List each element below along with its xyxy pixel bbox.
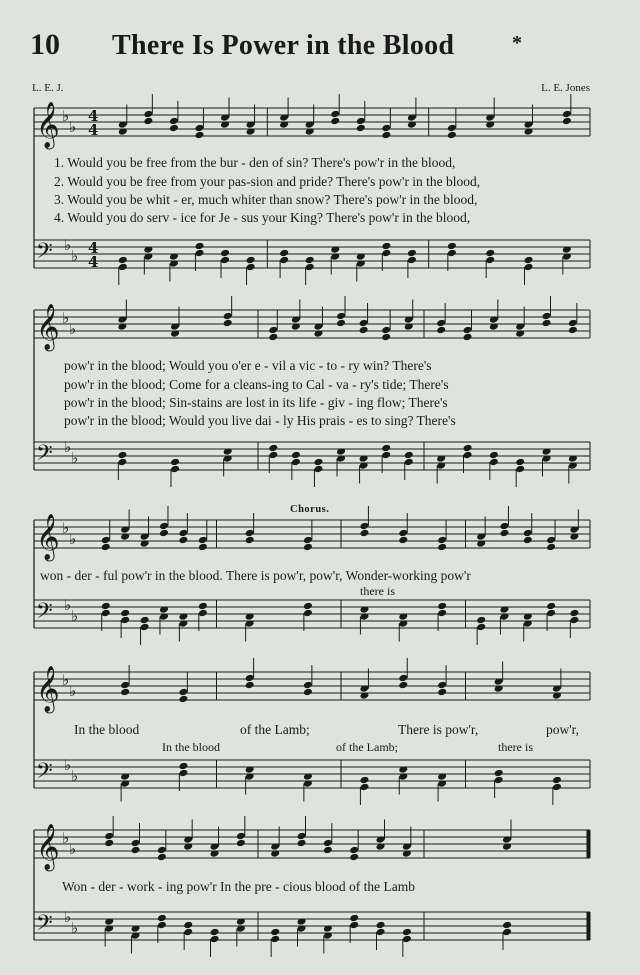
note-head — [437, 688, 447, 697]
note-head — [303, 602, 313, 611]
note-head — [279, 249, 289, 258]
note-head — [402, 935, 412, 944]
note-head — [485, 249, 495, 258]
note-head — [336, 319, 346, 328]
note-head — [568, 319, 578, 328]
note-head — [546, 536, 556, 545]
verse-4-line-1: 4. Would you do serv - ice for Je - sus your King? There's pow'r in the blood, — [54, 210, 471, 225]
note-head — [359, 326, 369, 335]
note-head — [313, 465, 323, 474]
note-head — [270, 928, 280, 937]
note-head — [524, 263, 534, 272]
verse-3-line-2: pow'r in the blood; Sin-stains are lost in its life - giv - ing flow; There's — [64, 395, 448, 410]
note-head — [157, 846, 167, 855]
note-head — [178, 536, 188, 545]
treble-clef: 𝄞 — [36, 824, 60, 870]
key-signature-flat: ♭ — [62, 309, 70, 327]
note-head — [356, 117, 366, 126]
note-head — [381, 131, 391, 140]
note-head — [436, 319, 446, 328]
note-head — [542, 319, 552, 328]
note-head — [494, 769, 504, 778]
note-head — [552, 783, 562, 792]
verse-2-line-1: 2. Would you be free from your pas-sion and pride? There's pow'r in the blood, — [54, 174, 481, 189]
note-head — [303, 681, 313, 690]
note-head — [552, 776, 562, 785]
note-head — [359, 783, 369, 792]
key-signature-flat: ♭ — [62, 829, 70, 847]
note-head — [178, 769, 188, 778]
note-head — [291, 451, 301, 460]
note-head — [381, 326, 391, 335]
verse-3-line-1: 3. Would you be whit - er, much whiter than snow? There's pow'r in the blood, — [54, 192, 478, 207]
verse-2-line-2: pow'r in the blood; Come for a cleans-ing to Cal - va - ry's tide; There's — [64, 377, 449, 392]
note-head — [546, 609, 556, 618]
key-signature-flat: ♭ — [71, 767, 79, 785]
note-head — [463, 444, 473, 453]
note-head — [118, 256, 128, 265]
music-credit: L. E. Jones — [541, 82, 590, 94]
hymn-title: There Is Power in the Blood — [112, 30, 455, 61]
note-head — [117, 458, 127, 467]
bass-clef: 𝄢 — [36, 759, 53, 789]
note-head — [183, 928, 193, 937]
note-head — [268, 333, 278, 342]
time-signature-top: 4 — [88, 107, 99, 125]
note-head — [198, 543, 208, 552]
note-head — [120, 681, 130, 690]
key-signature-flat: ♭ — [71, 449, 79, 467]
note-head — [349, 846, 359, 855]
note-head — [330, 117, 340, 126]
note-head — [297, 839, 307, 848]
note-head — [381, 451, 391, 460]
note-head — [101, 609, 111, 618]
note-head — [236, 832, 246, 841]
note-head — [178, 695, 188, 704]
note-head — [336, 312, 346, 321]
note-head — [270, 935, 280, 944]
note-head — [170, 465, 180, 474]
note-head — [220, 256, 230, 265]
note-head — [170, 458, 180, 467]
note-head — [268, 451, 278, 460]
note-head — [402, 928, 412, 937]
note-head — [523, 529, 533, 538]
note-head — [359, 319, 369, 328]
note-head — [523, 536, 533, 545]
note-head — [143, 117, 153, 126]
note-head — [194, 242, 204, 251]
key-signature-flat: ♭ — [71, 919, 79, 937]
note-head — [223, 312, 233, 321]
note-head — [297, 832, 307, 841]
note-head — [104, 839, 114, 848]
note-head — [117, 451, 127, 460]
note-head — [407, 256, 417, 265]
note-head — [131, 839, 141, 848]
key-signature-flat: ♭ — [64, 438, 72, 456]
key-signature-flat: ♭ — [69, 118, 77, 136]
note-head — [303, 543, 313, 552]
line-4-lyric-c: There is pow'r, — [398, 722, 479, 737]
note-head — [198, 609, 208, 618]
key-signature-flat: ♭ — [71, 607, 79, 625]
note-head — [359, 776, 369, 785]
note-head — [140, 623, 150, 632]
note-head — [463, 333, 473, 342]
key-signature-flat: ♭ — [69, 530, 77, 548]
note-head — [381, 333, 391, 342]
note-head — [398, 681, 408, 690]
note-head — [120, 616, 130, 625]
note-head — [381, 242, 391, 251]
note-head — [436, 326, 446, 335]
note-head — [104, 832, 114, 841]
note-head — [381, 249, 391, 258]
note-head — [210, 928, 220, 937]
note-head — [476, 616, 486, 625]
verse-1-line-1: 1. Would you be free from the bur - den of sin? There's pow'r in the blood, — [54, 155, 456, 170]
note-head — [194, 249, 204, 258]
key-signature-flat: ♭ — [69, 840, 77, 858]
note-head — [246, 256, 256, 265]
key-signature-flat: ♭ — [62, 107, 70, 125]
note-head — [194, 124, 204, 133]
note-head — [303, 688, 313, 697]
treble-clef: 𝄞 — [36, 514, 60, 560]
note-head — [245, 536, 255, 545]
note-head — [198, 602, 208, 611]
note-head — [381, 124, 391, 133]
note-head — [568, 326, 578, 335]
note-head — [120, 688, 130, 697]
note-head — [183, 921, 193, 930]
note-head — [463, 451, 473, 460]
note-head — [223, 319, 233, 328]
note-head — [101, 602, 111, 611]
note-head — [476, 623, 486, 632]
note-head — [437, 536, 447, 545]
treble-clef: 𝄞 — [36, 102, 60, 148]
bass-clef: 𝄢 — [36, 911, 53, 941]
note-head — [447, 131, 457, 140]
note-head — [437, 602, 447, 611]
key-signature-flat: ♭ — [62, 671, 70, 689]
note-head — [101, 536, 111, 545]
note-head — [159, 522, 169, 531]
bass-clef: 𝄢 — [36, 239, 53, 269]
note-head — [542, 312, 552, 321]
note-head — [178, 688, 188, 697]
note-head — [279, 256, 289, 265]
note-head — [159, 529, 169, 538]
note-head — [546, 543, 556, 552]
note-head — [404, 458, 414, 467]
note-head — [502, 928, 512, 937]
note-head — [398, 529, 408, 538]
note-head — [359, 529, 369, 538]
note-head — [198, 536, 208, 545]
note-head — [381, 444, 391, 453]
key-signature-flat: ♭ — [69, 320, 77, 338]
note-head — [178, 529, 188, 538]
key-signature-flat: ♭ — [71, 247, 79, 265]
note-head — [118, 263, 128, 272]
note-head — [463, 326, 473, 335]
bass-clef: 𝄢 — [36, 599, 53, 629]
note-head — [157, 853, 167, 862]
note-head — [323, 839, 333, 848]
note-head — [157, 914, 167, 923]
note-head — [140, 616, 150, 625]
note-head — [494, 776, 504, 785]
note-head — [157, 921, 167, 930]
key-signature-flat: ♭ — [64, 236, 72, 254]
note-head — [437, 681, 447, 690]
note-head — [447, 242, 457, 251]
note-head — [546, 602, 556, 611]
note-head — [268, 444, 278, 453]
note-head — [245, 529, 255, 538]
note-head — [489, 451, 499, 460]
note-head — [169, 117, 179, 126]
note-head — [245, 674, 255, 683]
note-head — [246, 263, 256, 272]
note-head — [376, 928, 386, 937]
line-5-lyric: Won - der - work - ing pow'r In the pre - cious blood of the Lamb — [62, 879, 416, 894]
note-head — [562, 117, 572, 126]
key-signature-flat: ♭ — [64, 596, 72, 614]
hymn-number: 10 — [30, 28, 60, 61]
time-signature-top: 4 — [88, 239, 99, 257]
key-signature-flat: ♭ — [64, 756, 72, 774]
note-head — [569, 616, 579, 625]
note-head — [349, 914, 359, 923]
note-head — [437, 543, 447, 552]
note-head — [407, 249, 417, 258]
note-head — [376, 921, 386, 930]
note-head — [499, 522, 509, 531]
note-head — [447, 124, 457, 133]
note-head — [398, 674, 408, 683]
note-head — [194, 131, 204, 140]
note-head — [323, 846, 333, 855]
note-head — [447, 249, 457, 258]
note-head — [210, 935, 220, 944]
note-head — [489, 458, 499, 467]
note-head — [291, 458, 301, 467]
note-head — [398, 536, 408, 545]
key-signature-flat: ♭ — [69, 682, 77, 700]
line-4-lyric-a: In the blood — [74, 722, 140, 737]
note-head — [515, 465, 525, 474]
time-signature-bottom: 4 — [88, 121, 99, 139]
note-head — [330, 110, 340, 119]
note-head — [499, 529, 509, 538]
note-head — [143, 110, 153, 119]
line-4-bass-lyric-c: there is — [498, 740, 533, 754]
note-head — [169, 124, 179, 133]
note-head — [303, 609, 313, 618]
note-head — [303, 536, 313, 545]
verse-4-line-2: pow'r in the blood; Would you live dai - ly His prais - es to sing? There's — [64, 413, 456, 428]
note-head — [245, 681, 255, 690]
note-head — [120, 609, 130, 618]
note-head — [305, 263, 315, 272]
line-4-bass-lyric-a: In the blood — [162, 740, 220, 754]
note-head — [524, 256, 534, 265]
title-footnote-mark: * — [512, 32, 522, 54]
verse-1-line-2: pow'r in the blood; Would you o'er e - vil a vic - to - ry win? There's — [64, 358, 432, 373]
note-head — [101, 543, 111, 552]
key-signature-flat: ♭ — [64, 908, 72, 926]
note-head — [268, 326, 278, 335]
treble-clef: 𝄞 — [36, 304, 60, 350]
note-head — [178, 762, 188, 771]
note-head — [437, 609, 447, 618]
words-credit: L. E. J. — [32, 82, 64, 94]
note-head — [220, 249, 230, 258]
key-signature-flat: ♭ — [62, 519, 70, 537]
note-head — [305, 256, 315, 265]
line-3-bass-lyric: there is — [360, 584, 395, 598]
line-3-lyric: won - der - ful pow'r in the blood. There is pow'r, pow'r, Wonder-working pow'r — [40, 568, 471, 583]
time-signature-bottom: 4 — [88, 253, 99, 271]
treble-clef: 𝄞 — [36, 666, 60, 712]
note-head — [569, 609, 579, 618]
note-head — [131, 846, 141, 855]
line-4-bass-lyric-b: of the Lamb; — [336, 740, 398, 754]
note-head — [236, 839, 246, 848]
note-head — [515, 458, 525, 467]
note-head — [359, 522, 369, 531]
line-4-lyric-b: of the Lamb; — [240, 722, 310, 737]
note-head — [349, 853, 359, 862]
note-head — [485, 256, 495, 265]
note-head — [356, 124, 366, 133]
note-head — [404, 451, 414, 460]
note-head — [349, 921, 359, 930]
note-head — [562, 110, 572, 119]
line-4-lyric-d: pow'r, — [546, 722, 580, 737]
note-head — [502, 921, 512, 930]
bass-clef: 𝄢 — [36, 441, 53, 471]
note-head — [313, 458, 323, 467]
chorus-label: Chorus. — [290, 504, 330, 515]
